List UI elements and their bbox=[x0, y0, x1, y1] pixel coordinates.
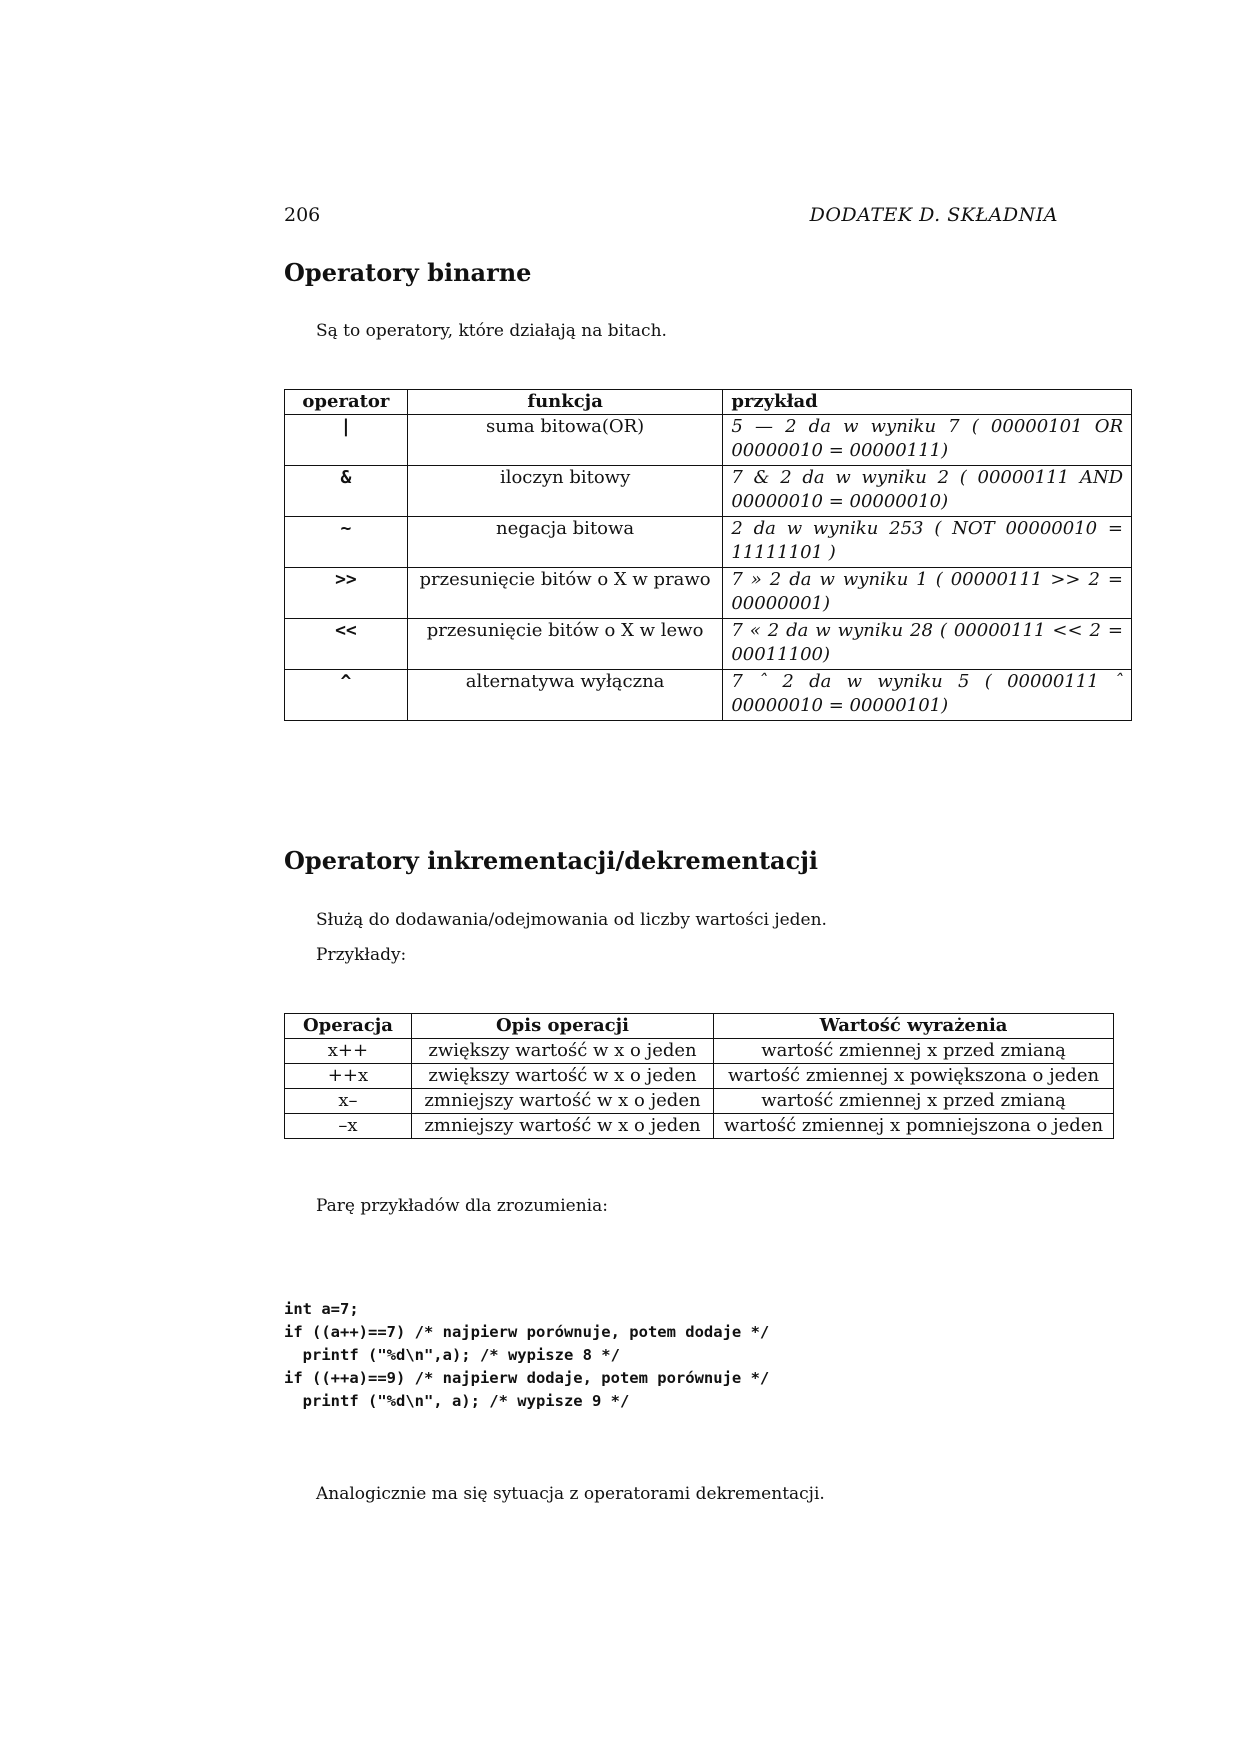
function-cell: alternatywa wyłączna bbox=[407, 670, 723, 721]
function-cell: suma bitowa(OR) bbox=[407, 415, 723, 466]
table-row bbox=[285, 1114, 1114, 1139]
header-przyklad: przykład bbox=[723, 390, 1132, 415]
description-cell: zwiększy wartość w x o jeden bbox=[411, 1039, 713, 1064]
code-block: int a=7; if ((a++)==7) /* najpierw porównuje, potem dodaje */ printf ("%d\n",a); /* wypisze 8 */ if ((++a)==9) /* najpierw dodaje, potem porównuje */ printf ("%d\n", a); /* wypisze 9 */ bbox=[284, 1300, 770, 1410]
description-cell: zwiększy wartość w x o jeden bbox=[411, 1064, 713, 1089]
binary-intro: Są to operatory, które działają na bitach. bbox=[316, 321, 667, 341]
function-cell: iloczyn bitowy bbox=[407, 466, 723, 517]
operator-cell: << bbox=[285, 619, 408, 670]
header-wartosc: Wartość wyrażenia bbox=[714, 1014, 1114, 1039]
operator-cell: >> bbox=[285, 568, 408, 619]
header-opis: Opis operacji bbox=[411, 1014, 713, 1039]
incdec-operators-table bbox=[284, 1013, 1114, 1139]
value-cell: wartość zmiennej x pomniejszona o jeden bbox=[714, 1114, 1114, 1139]
value-cell: wartość zmiennej x przed zmianą bbox=[714, 1039, 1114, 1064]
running-head: DODATEK D. SKŁADNIA bbox=[809, 204, 1058, 226]
table-row bbox=[285, 619, 1132, 670]
value-cell: wartość zmiennej x przed zmianą bbox=[714, 1089, 1114, 1114]
table-row bbox=[285, 517, 1132, 568]
function-cell: negacja bitowa bbox=[407, 517, 723, 568]
example-cell: 7 » 2 da w wyniku 1 ( 00000111 >> 2 = 00000001) bbox=[723, 568, 1132, 619]
operator-cell: & bbox=[285, 466, 408, 517]
header-operacja: Operacja bbox=[285, 1014, 412, 1039]
operator-cell: ~ bbox=[285, 517, 408, 568]
closing-paragraph: Analogicznie ma się sytuacja z operatorami dekrementacji. bbox=[316, 1484, 825, 1504]
table-row bbox=[285, 466, 1132, 517]
example-cell: 7 & 2 da w wyniku 2 ( 00000111 AND 00000010 = 00000010) bbox=[723, 466, 1132, 517]
section-title-incdec: Operatory inkrementacji/dekrementacji bbox=[284, 846, 818, 875]
table-header-row bbox=[285, 1014, 1114, 1039]
incdec-intro: Służą do dodawania/odejmowania od liczby wartości jeden. bbox=[316, 910, 827, 930]
description-cell: zmniejszy wartość w x o jeden bbox=[411, 1114, 713, 1139]
table-row bbox=[285, 1064, 1114, 1089]
table-row bbox=[285, 568, 1132, 619]
function-cell: przesunięcie bitów o X w lewo bbox=[407, 619, 723, 670]
example-cell: 2 da w wyniku 253 ( NOT 00000010 = 11111101 ) bbox=[723, 517, 1132, 568]
operator-cell: | bbox=[285, 415, 408, 466]
table-row bbox=[285, 670, 1132, 721]
operation-cell: ++x bbox=[285, 1064, 412, 1089]
examples-intro: Parę przykładów dla zrozumienia: bbox=[316, 1196, 608, 1216]
operation-cell: x– bbox=[285, 1089, 412, 1114]
operation-cell: x++ bbox=[285, 1039, 412, 1064]
section-title-binary: Operatory binarne bbox=[284, 258, 532, 287]
example-cell: 5 — 2 da w wyniku 7 ( 00000101 OR 00000010 = 00000111) bbox=[723, 415, 1132, 466]
value-cell: wartość zmiennej x powiększona o jeden bbox=[714, 1064, 1114, 1089]
examples-label: Przykłady: bbox=[316, 945, 407, 965]
table-row bbox=[285, 1039, 1114, 1064]
operator-cell: ^ bbox=[285, 670, 408, 721]
header-funkcja: funkcja bbox=[407, 390, 723, 415]
page-number: 206 bbox=[284, 204, 321, 226]
table-row bbox=[285, 415, 1132, 466]
binary-operators-table bbox=[284, 389, 1132, 721]
function-cell: przesunięcie bitów o X w prawo bbox=[407, 568, 723, 619]
header-operator: operator bbox=[285, 390, 408, 415]
table-row bbox=[285, 1089, 1114, 1114]
example-cell: 7 ˆ 2 da w wyniku 5 ( 00000111 ˆ 00000010 = 00000101) bbox=[723, 670, 1132, 721]
description-cell: zmniejszy wartość w x o jeden bbox=[411, 1089, 713, 1114]
operation-cell: –x bbox=[285, 1114, 412, 1139]
example-cell: 7 « 2 da w wyniku 28 ( 00000111 << 2 = 00011100) bbox=[723, 619, 1132, 670]
table-header-row bbox=[285, 390, 1132, 415]
